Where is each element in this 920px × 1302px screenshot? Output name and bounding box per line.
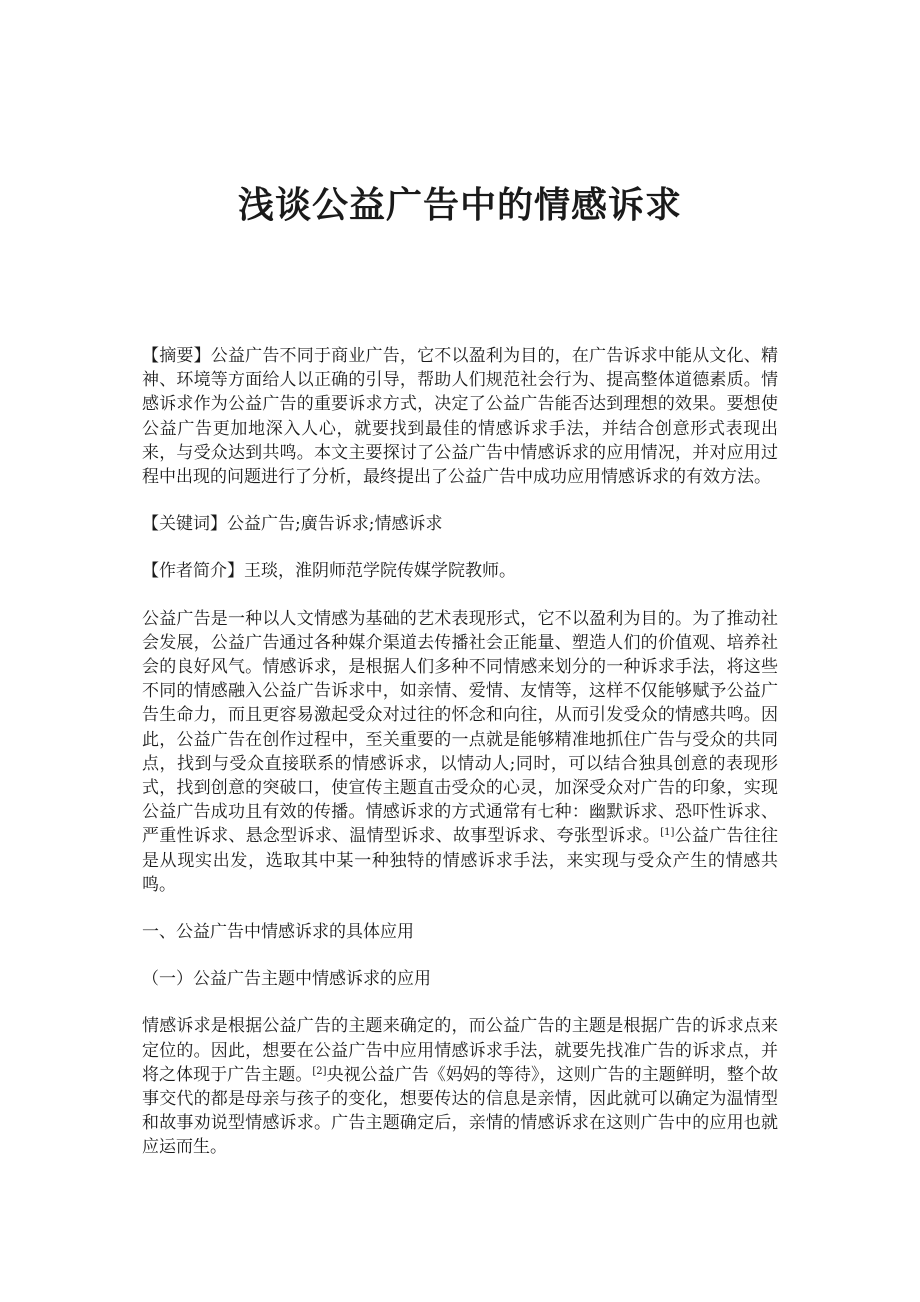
intro-text-before: 公益广告是一种以人文情感为基础的艺术表现形式，它不以盈利为目的。为了推动社会发展，公益广告通过各种媒介渠道去传播社会正能量、塑造人们的价值观、培养社会的良好风气。情感诉求，是根据人们多种不同情感来划分的一种诉求手法，将这些不同的情感融入公益广告诉求中，如亲情、爱情、友情等，这样不仅能够赋予公益广告生命力，而且更容易激起受众对过往的怀念和向往，从而引发受众的情感共鸣。因此，公益广告在创作过程中，至关重要的一点就是能够精准地抓住广告与受众的共同点，找到与受众直接联系的情感诉求，以情动人;同时，可以结合独具创意的表现形式，找到创意的突破口，使宣传主题直击受众的心灵，加深受众对广告的印象，实现公益广告成功且有效的传播。情感诉求的方式通常有七种：幽默诉求、恐吓性诉求、严重性诉求、悬念型诉求、温情型诉求、故事型诉求、夸张型诉求。 [142, 608, 778, 847]
subsection-1-text-before: 情感诉求是根据公益广告的主题来确定的，而公益广告的主题是根据广告的诉求点来定位的。因此，想要在公益广告中应用情感诉求手法，就要先找准广告的诉求点，并将之体现于广告主题。 [142, 1016, 778, 1085]
subsection-heading-1: （一）公益广告主题中情感诉求的应用 [142, 969, 431, 990]
article-title: 浅谈公益广告中的情感诉求 [237, 185, 682, 226]
section-heading-1: 一、公益广告中情感诉求的具体应用 [142, 922, 414, 943]
subsection-1-paragraph [142, 1014, 778, 1159]
keywords-label: 【关键词】 [142, 514, 227, 535]
abstract-paragraph [142, 344, 778, 489]
article-body [142, 344, 778, 1183]
abstract-text: 公益广告不同于商业广告，它不以盈利为目的，在广告诉求中能从文化、精神、环境等方面给人以正确的引导，帮助人们规范社会行为、提高整体道德素质。情感诉求作为公益广告的重要诉求方式，决定了公益广告能否达到理想的效果。要想使公益广告更加地深入人心，就要找到最佳的情感诉求手法，并结合创意形式表现出来，与受众达到共鸣。本文主要探讨了公益广告中情感诉求的应用情况，并对应用过程中出现的问题进行了分析，最终提出了公益广告中成功应用情感诉求的有效方法。 [142, 346, 779, 488]
abstract-label: 【摘要】 [142, 346, 211, 366]
keywords-paragraph [142, 512, 778, 536]
citation-2: [2] [312, 1065, 327, 1077]
author-text: 王琰，淮阴师范学院传媒学院教师。 [244, 561, 516, 582]
intro-paragraph [142, 607, 778, 897]
keywords-text: 公益广告;廣告诉求;情感诉求 [227, 514, 443, 535]
intro-text-after: 公益广告往往是从现实出发，选取其中某一种独特的情感诉求手法，来实现与受众产生的情感共鸣。 [142, 826, 779, 895]
subsection-1-text-after: 央视公益广告《妈妈的等待》，这则广告的主题鲜明，整个故事交代的都是母亲与孩子的变化，想要传达的信息是亲情，因此就可以确定为温情型和故事劝说型情感诉求。广告主题确定后，亲情的情感诉求在这则广告中的应用也就应运而生。 [142, 1064, 778, 1158]
author-label: 【作者简介】 [142, 561, 244, 582]
author-paragraph [142, 559, 778, 583]
citation-1: [1] [660, 827, 675, 839]
